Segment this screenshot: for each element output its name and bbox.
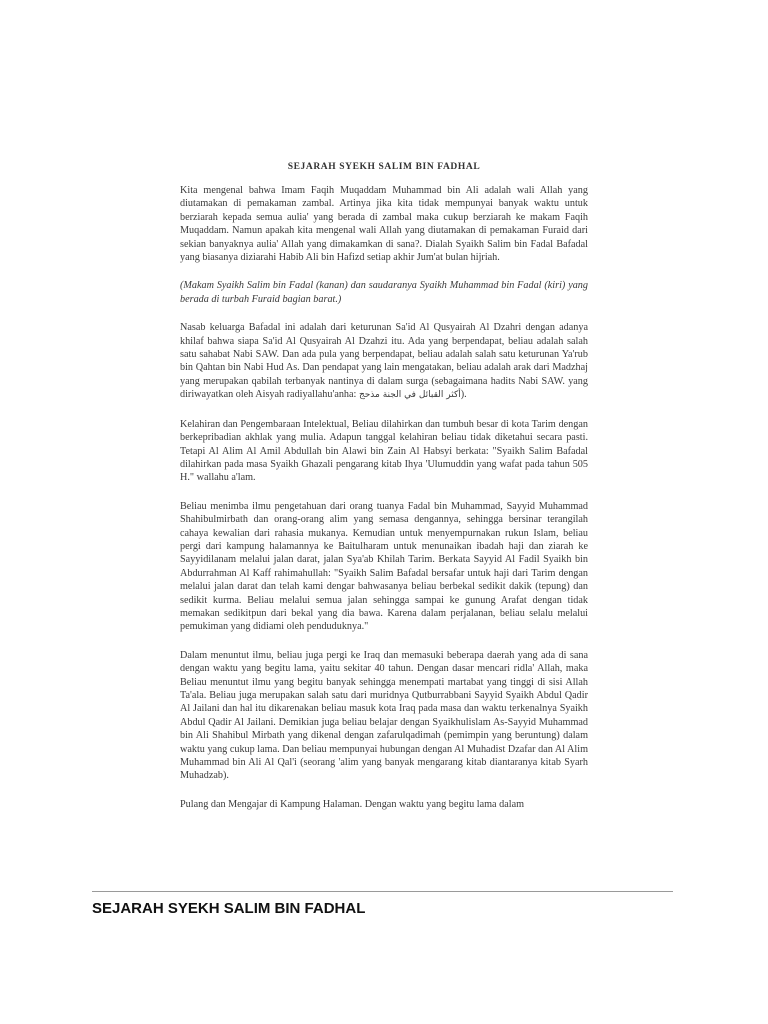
paragraph-nasab (180, 321, 588, 402)
paragraph-nasab-text: Nasab keluarga Bafadal ini adalah dari keturunan Sa'id Al Qusyairah Al Dzahri dengan adanya khilaf bahwa siapa Sa'id Al Qusyairah Al Dzahzi itu. Ada yang berpendapat, beliau adalah salah satu sahabat Nabi SAW. Dan ada pula yang berpendapat, beliau adalah salah satu keturunan Ya'rub bin Qahtan bin Nabi Hud As. Dan pendapat yang lain mengatakan, beliau adalah arak dari Madzhaj yang merupakan qabilah terbanyak nantinya di dalam surga (sebagaimana hadits Nabi SAW. yang diriwayatkan oleh Aisyah radiyallahu'anha: (180, 322, 588, 401)
paragraph-intro: Kita mengenal bahwa Imam Faqih Muqaddam Muhammad bin Ali adalah wali Allah yang diutamakan di pemakaman zambal. Artinya jika kita tidak mempunyai banyak waktu untuk berziarah kepada semua aulia' yang berada di zambal maka cukup berziarah ke makam Faqih Muqaddam. Namun apakah kita mengenal wali Allah yang diutamakan di pemakaman Furaid dari sekian banyaknya aulia' Allah yang dimakamkan di sana?. Dialah Syaikh Salim bin Fadal Bafadal yang biasanya diziarahi Habib Ali bin Hafizd setiap akhir Jum'at bulan hijriah. (180, 185, 588, 264)
paragraph-pulang: Pulang dan Mengajar di Kampung Halaman. Dengan waktu yang begitu lama dalam (180, 798, 525, 810)
paragraph-kelahiran: Kelahiran dan Pengembaraan Intelektual, Beliau dilahirkan dan tumbuh besar di kota Tarim dengan berkepribadian akhlak yang mulia. Adapun tanggal kelahiran beliau tidak diketahui secara pasti. Tetapi Al Alim Al Amil Abdullah bin Alawi bin Zain Al Habsyi berkata: "Syaikh Salim Bafadal dilahirkan pada masa Syaikh Ghazali pengarang kitab Ihya 'Ulumuddin yang wafat pada tahun 505 H." wallahu a'lam. (180, 418, 588, 484)
footer-document-title[interactable]: SEJARAH SYEKH SALIM BIN FADHAL (92, 900, 366, 917)
document-body (180, 184, 588, 826)
paragraph-iraq: Dalam menuntut ilmu, beliau juga pergi ke Iraq dan memasuki beberapa daerah yang ada di sana dengan waktu yang begitu lama, yaitu sekitar 40 tahun. Dengan dasar mencari ridla' Allah, maka Beliau menuntut ilmu yang begitu banyak sehingga menempati martabat yang tinggi di sisi Allah Ta'ala. Beliau juga merupakan salah satu dari muridnya Qutburrabbani Sayyid Syaikh Abdul Qadir Al Jailani dan hal itu dikarenakan beliau masuk kota Iraq pada masa dan waktu terkenalnya Syaikh Abdul Qadir Al Jailani. Demikian juga beliau belajar dengan Syaikhulislam As-Sayyid Muhammad bin Ali Shahibul Mirbath yang dikenal dengan zafarulqadimah (pemimpin yang beruntung) dalam waktu yang cukup lama. Dan beliau mempunyai hubungan dengan Al Muhadist Dzafar dan Al Alim Muhammad bin Ali Al Qal'i (seorang 'alim yang banyak mengarang kitab diantaranya kitab Syarh Muhadzab). (180, 649, 588, 782)
document-title: SEJARAH SYEKH SALIM BIN FADHAL (287, 162, 481, 172)
arabic-quote: أكثر القبائل في الجنة مذحج (358, 390, 461, 401)
paragraph-ilmu: Beliau menimba ilmu pengetahuan dari orang tuanya Fadal bin Muhammad, Sayyid Muhammad Shahibulmirbath dan orang-orang alim yang semasa dengannya, sehingga bersinar terangilah cahaya kewalian dari rahasia mukanya. Kemudian untuk menyempurnakan rukun Islam, beliau pergi dari kampung halamannya ke Baitulharam untuk menunaikan ibadah haji dan ziarah ke Sayyidilanam melalui jalan darat, jalan Sya'ab Khilah Tarim. Berkata Sayyid Al Fadil Syaikh bin Abdurrahman Al Kaff rahimahullah: "Syaikh Salim Bafadal bersafar untuk haji dari Tarim dengan melalui jalan darat dan telah kami dengar bahwasanya beliau berbekal sedikit dakik (tepung) dan sedikit kurma. Beliau melalui semua jalan sehingga sampai ke gunung Arafat dengan tidak memakan sedikitpun dari bekal yang dia bawa. Karena dalam perjalanan, beliau selalu melalui pemukiman yang didiami oleh penduduknya." (180, 500, 588, 633)
footer-divider (92, 891, 673, 892)
photo-caption: (Makam Syaikh Salim bin Fadal (kanan) dan saudaranya Syaikh Muhammad bin Fadal (kiri) yang berada di turbah Furaid bagian barat.) (180, 280, 588, 305)
arabic-quote-close: ). (460, 389, 467, 401)
